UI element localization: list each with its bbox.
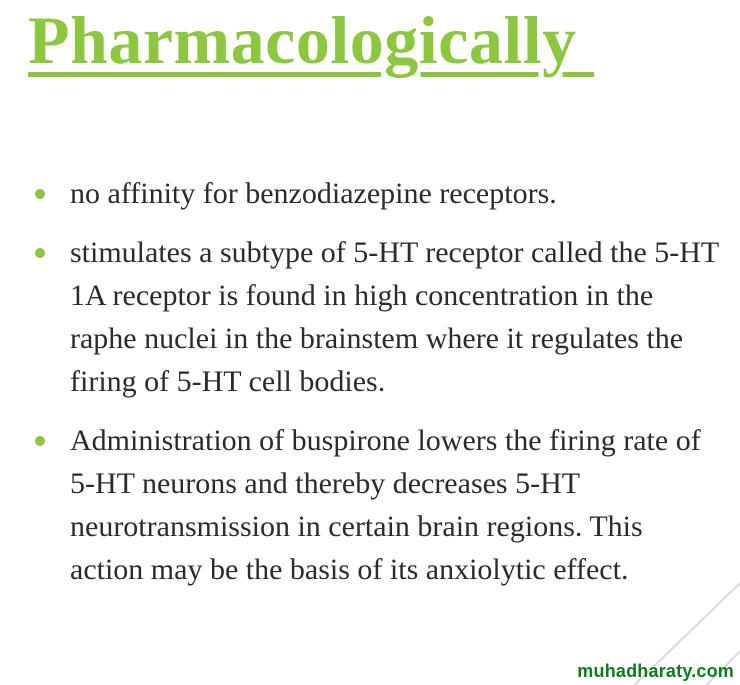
list-item	[28, 172, 720, 215]
bullet-text: Administration of buspirone lowers the firing rate of 5-HT neurons and thereby decreases 5-HT neurotransmission in certain brain regions. This action may be the basis of its anxiolytic effect.	[70, 424, 701, 586]
bullet-dot-icon	[35, 436, 45, 446]
bullet-text: no affinity for benzodiazepine receptors.	[70, 177, 557, 210]
bullet-list	[28, 172, 720, 607]
bullet-dot-icon	[35, 189, 45, 199]
list-item	[28, 419, 720, 591]
bullet-dot-icon	[35, 248, 45, 258]
watermark: muhadharaty.com	[577, 661, 734, 681]
list-item	[28, 231, 720, 403]
bullet-text: stimulates a subtype of 5-HT receptor called the 5-HT 1A receptor is found in high concentration in the raphe nuclei in the brainstem where it regulates the firing of 5-HT cell bodies.	[70, 236, 719, 398]
page-title: Pharmacologically	[28, 2, 595, 78]
